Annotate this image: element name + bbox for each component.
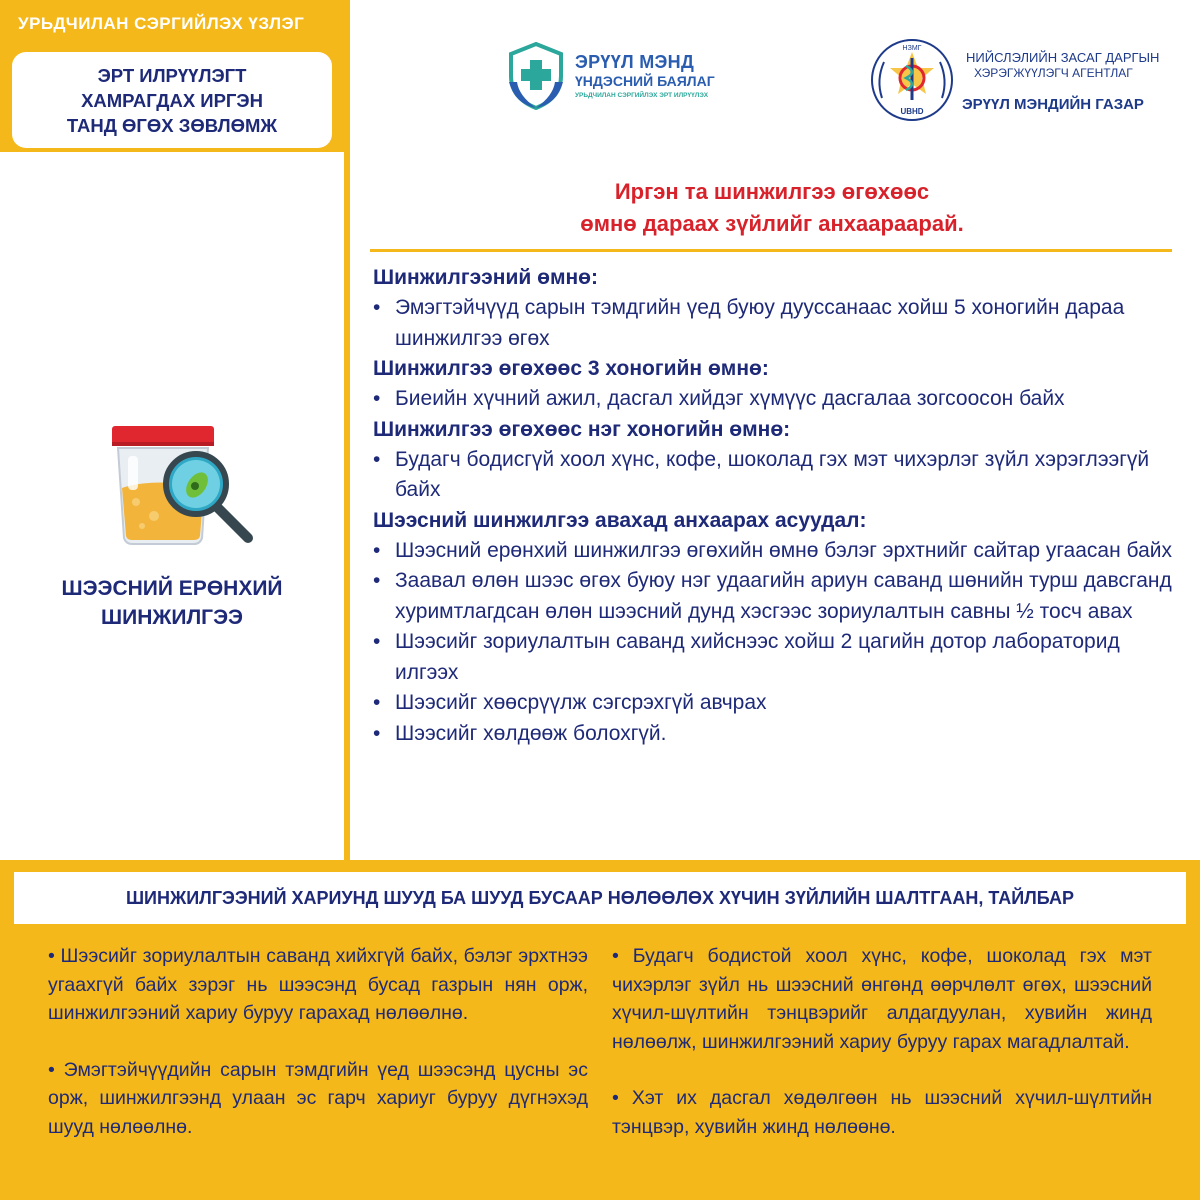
factors-right-column [612, 942, 1152, 1169]
instruction-item: • Заавал өлөн шээс өгөх буюу нэг удаагийн ариун саванд шөнийн турш давсганд хуримтлагдсан өлөн шээсний дунд хэсгээс зориулалтын савны ½ тосч авах [373, 566, 1173, 627]
factors-section [0, 860, 1200, 1200]
left-header-banner [0, 0, 344, 152]
factor-paragraph: • Шээсийг зориулалтын саванд хийхгүй байх, бэлэг эрхтнээ угаахгүй байх зэрэг нь шээсэнд бусад газрын нян орж, шинжилгээний хариу буруу гарахад нөлөөлнө. [48, 945, 588, 1024]
seal-top-text: НЗМГ [902, 45, 922, 52]
factor-paragraph: • Хэт их дасгал хөдөлгөөн нь шээсний хүчил-шүлтийн тэнцвэр, хувийн жинд нөлөөнө. [612, 1087, 1152, 1138]
notice-line: Иргэн та шинжилгээ өгөхөөс [614, 179, 930, 204]
instruction-item: • Шээсний ерөнхий шинжилгээ өгөхийн өмнө бэлэг эрхтнийг сайтар угаасан байх [373, 536, 1173, 567]
factor-paragraph: • Будагч бодистой хоол хүнс, кофе, шоколад гэх мэт чихэрлэг зүйл нь шээсний өнгөнд өөрчлөлт өгөх, шээсний хүчил-шүлтийн тэнцвэрийг алдагдуулан, хувийн жинд нөлөөлж, шинжилгээний хариу буруу гарах магадлалтай. [612, 945, 1152, 1053]
logo-health-name-line1: ЭРҮҮЛ МЭНД [575, 52, 695, 72]
advice-line: ХАМРАГДАХ ИРГЭН [81, 89, 263, 111]
instruction-item: • Шээсийг хөлдөөж болохгүй. [373, 719, 1173, 750]
factors-title-box [14, 872, 1186, 924]
seal-bottom-text: UBHD [900, 107, 924, 116]
section-title: Шинжилгээний өмнө: [373, 266, 598, 289]
logo-city-line2: ХЭРЭГЖҮҮЛЭГЧ АГЕНТЛАГ [974, 66, 1133, 80]
test-title [0, 574, 344, 632]
factors-title: ШИНЖИЛГЭЭНИЙ ХАРИУНД ШУУД БА ШУУД БУСААР НӨЛӨӨЛӨХ ХҮЧИН ЗҮЙЛИЙН ШАЛТГААН, ТАЙЛБАР [125, 887, 1075, 908]
ubhd-caduceus-seal-icon [870, 38, 954, 122]
city-health-department-logo [870, 38, 1180, 124]
instruction-item: • Шээсийг хөөсрүүлж сэгсрэхгүй авчрах [373, 688, 1173, 719]
shield-cross-hands-icon [505, 42, 567, 110]
instruction-item: • Биеийн хүчний ажил, дасгал хийдэг хүмүүс дасгалаа зогсоосон байх [373, 384, 1173, 415]
instruction-item: • Будагч бодисгүй хоол хүнс, кофе, шоколад гэх мэт чихэрлэг зүйл хэрэглээгүй байх [373, 445, 1173, 506]
factors-left-column [48, 942, 588, 1169]
advice-line: ЭРТ ИЛРҮҮЛЭГТ [97, 64, 247, 86]
notice-line: өмнө дараах зүйлийг анхаараарай. [580, 211, 964, 236]
notice-heading [372, 176, 1172, 240]
section-title: Шинжилгээ өгөхөөс 3 хоногийн өмнө: [373, 357, 769, 380]
logo-health-tagline: УРЬДЧИЛАН СЭРГИЙЛЭХ ЭРТ ИЛРҮҮЛЭХ [575, 92, 709, 99]
logo-city-line1: НИЙСЛЭЛИЙН ЗАСАГ ДАРГЫН [966, 50, 1160, 65]
section-title: Шинжилгээ өгөхөөс нэг хоногийн өмнө: [373, 417, 791, 441]
advice-line: ТАНД ӨГӨХ ЗӨВЛӨМЖ [66, 114, 278, 136]
advice-box [12, 52, 332, 148]
logo-city-line3: ЭРҮҮЛ МЭНДИЙН ГАЗАР [962, 96, 1144, 113]
left-panel [0, 0, 350, 860]
instructions-list [373, 263, 1173, 749]
instruction-item: • Шээсийг зориулалтын саванд хийснээс хойш 2 цагийн дотор лабораторид илгээх [373, 627, 1173, 688]
heading-divider [370, 249, 1172, 252]
section-title: Шээсний шинжилгээ авахад анхаарах асуудал: [373, 508, 867, 532]
urine-specimen-cup-with-magnifier-icon [100, 420, 260, 550]
test-title-line: ШИНЖИЛГЭЭ [101, 606, 243, 629]
instruction-item: • Эмэгтэйчүүд сарын тэмдгийн үед буюу дууссанаас хойш 5 хоногийн дараа шинжилгээ өгөх [373, 293, 1173, 354]
factor-paragraph: • Эмэгтэйчүүдийн сарын тэмдгийн үед шээсэнд цусны эс орж, шинжилгээнд улаан эс гарч хариуг буруу дүгнэхэд шууд нөлөөлнө. [48, 1058, 588, 1138]
health-national-wealth-logo [505, 42, 715, 112]
logo-health-name-line2: ҮНДЭСНИЙ БАЯЛАГ [575, 73, 715, 89]
program-label: УРЬДЧИЛАН СЭРГИЙЛЭХ ҮЗЛЭГ [18, 14, 305, 33]
test-title-line: ШЭЭСНИЙ ЕРӨНХИЙ [61, 577, 283, 600]
